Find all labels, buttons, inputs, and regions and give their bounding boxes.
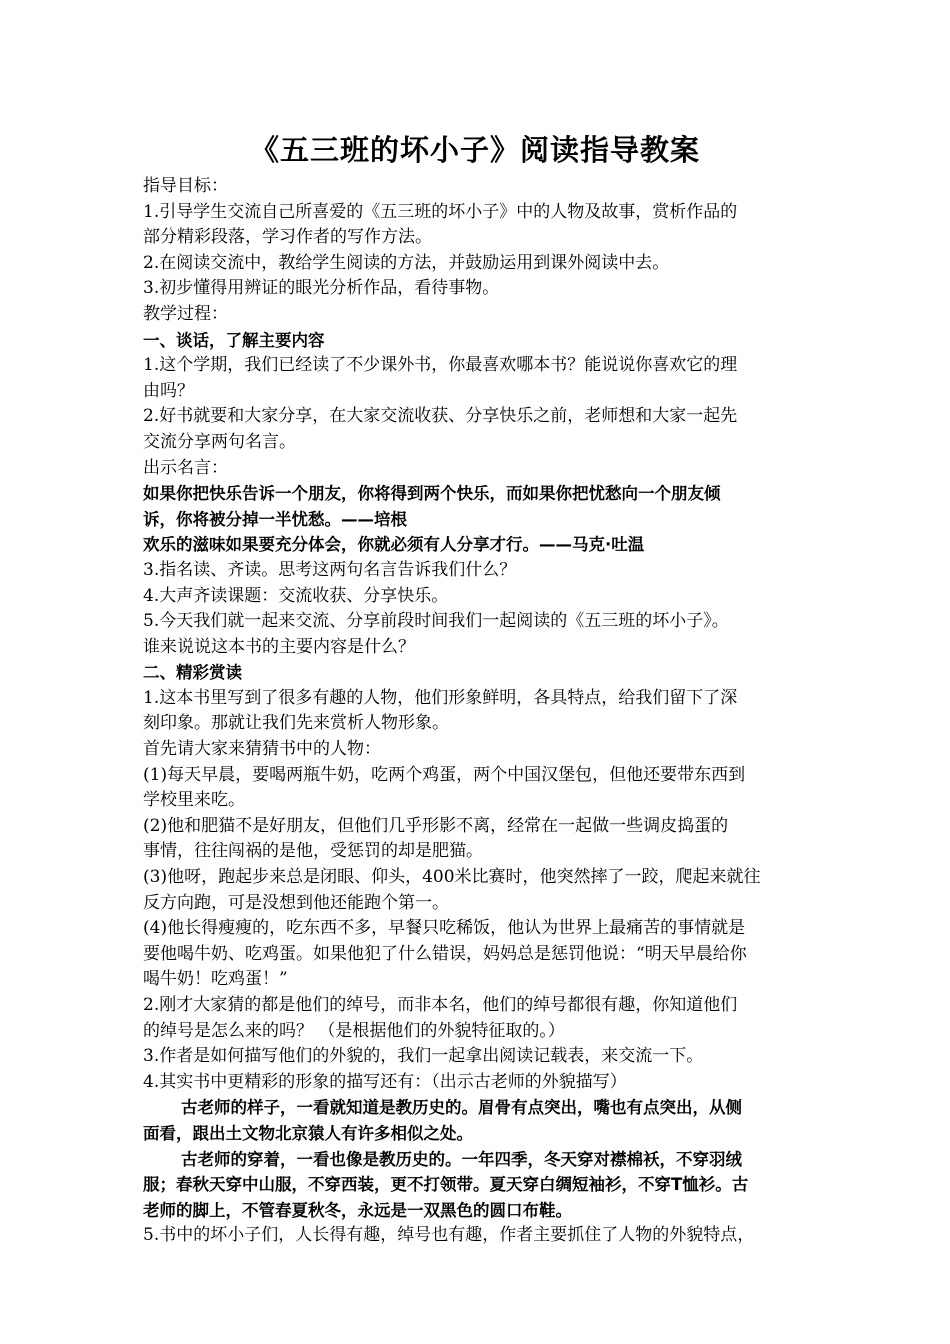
text-line: 反方向跑，可是没想到他还能跑个第一。 <box>143 892 449 913</box>
text-line: 要他喝牛奶、吃鸡蛋。如果他犯了什么错误，妈妈总是惩罚他说：“明天早晨给你 <box>143 943 747 964</box>
bold-text-line: 古老师的样子，一看就知道是教历史的。眉骨有点突出，嘴也有点突出，从侧 <box>181 1098 742 1118</box>
document-title: 《五三班的坏小子》阅读指导教案 <box>249 133 700 167</box>
text-line: 2.好书就要和大家分享，在大家交流收获、分享快乐之前，老师想和大家一起先 <box>143 406 738 427</box>
text-line: 4.其实书中更精彩的形象的描写还有：（出示古老师的外貌描写） <box>143 1071 627 1092</box>
text-line: 4.大声齐读课题：交流收获、分享快乐。 <box>143 585 449 606</box>
text-line: 2.刚才大家猜的都是他们的绰号，而非本名，他们的绰号都很有趣，你知道他们 <box>143 995 738 1015</box>
text-line: 由吗？ <box>143 380 194 401</box>
text-line: 教学过程： <box>143 303 228 324</box>
bold-text-line: 二、精彩赏读 <box>143 663 242 683</box>
text-line: 首先请大家来猜猜书中的人物： <box>143 739 381 760</box>
text-line: 部分精彩段落，学习作者的写作方法。 <box>143 227 432 248</box>
text-line: 5.书中的坏小子们，人长得有趣，绰号也有趣，作者主要抓住了人物的外貌特点， <box>143 1225 755 1246</box>
bold-text-line: 一、谈话，了解主要内容 <box>143 330 325 350</box>
text-line: 1.引导学生交流自己所喜爱的《五三班的坏小子》中的人物及故事，赏析作品的 <box>143 201 738 222</box>
text-line: 指导目标： <box>143 176 228 196</box>
text-line: 3.初步懂得用辨证的眼光分析作品，看待事物。 <box>143 278 500 299</box>
bold-text-line: 诉，你将被分掉一半忧愁。——培根 <box>143 509 407 529</box>
text-line: (1)每天早晨，要喝两瓶牛奶，吃两个鸡蛋，两个中国汉堡包，但他还要带东西到 <box>143 764 746 785</box>
text-line: 事情，往往闯祸的是他，受惩罚的却是肥猫。 <box>143 841 483 862</box>
text-line: 学校里来吃。 <box>143 790 245 811</box>
text-line: 3.指名读、齐读。思考这两句名言告诉我们什么？ <box>143 559 517 580</box>
text-line: 谁来说说这本书的主要内容是什么？ <box>143 636 415 657</box>
text-line: 喝牛奶！吃鸡蛋！” <box>143 969 288 990</box>
document-body <box>143 174 811 1249</box>
text-line: 刻印象。那就让我们先来赏析人物形象。 <box>143 713 449 734</box>
bold-text-line: 古老师的穿着，一看也像是教历史的。一年四季，冬天穿对襟棉袄，不穿羽绒 <box>181 1149 742 1169</box>
text-line: (4)他长得瘦瘦的，吃东西不多，早餐只吃稀饭，他认为世界上最痛苦的事情就是 <box>143 918 746 939</box>
text-line: 5.今天我们就一起来交流、分享前段时间我们一起阅读的《五三班的坏小子》。 <box>143 611 729 632</box>
bold-text-line: 老师的脚上，不管春夏秋冬，永远是一双黑色的圆口布鞋。 <box>143 1200 572 1220</box>
text-line: 的绰号是怎么来的吗？ （是根据他们的外貌特征取的。） <box>143 1020 565 1041</box>
bold-text-line: 面看，跟出土文物北京猿人有许多相似之处。 <box>143 1123 473 1143</box>
text-line: 出示名言： <box>143 457 228 478</box>
text-line: 交流分享两句名言。 <box>143 431 296 452</box>
bold-text-line: 服；春秋天穿中山服，不穿西装，更不打领带。夏天穿白绸短袖衫，不穿T恤衫。古 <box>143 1175 749 1195</box>
text-line: 2.在阅读交流中，教给学生阅读的方法，并鼓励运用到课外阅读中去。 <box>143 252 670 273</box>
text-line: 3.作者是如何描写他们的外貌的，我们一起拿出阅读记载表，来交流一下。 <box>143 1046 704 1067</box>
bold-text-line: 如果你把快乐告诉一个朋友，你将得到两个快乐，而如果你把忧愁向一个朋友倾 <box>143 484 721 504</box>
text-line: (3)他呀，跑起步来总是闭眼、仰头，400米比赛时，他突然摔了一跤，爬起来就往 <box>143 867 761 888</box>
text-line: (2)他和肥猫不是好朋友，但他们几乎形影不离，经常在一起做一些调皮捣蛋的 <box>143 815 729 836</box>
text-line: 1.这个学期，我们已经读了不少课外书，你最喜欢哪本书？能说说你喜欢它的理 <box>143 355 738 376</box>
bold-text-line: 欢乐的滋味如果要充分体会，你就必须有人分享才行。——马克·吐温 <box>143 535 645 555</box>
text-line: 1.这本书里写到了很多有趣的人物，他们形象鲜明，各具特点，给我们留下了深 <box>143 687 738 708</box>
